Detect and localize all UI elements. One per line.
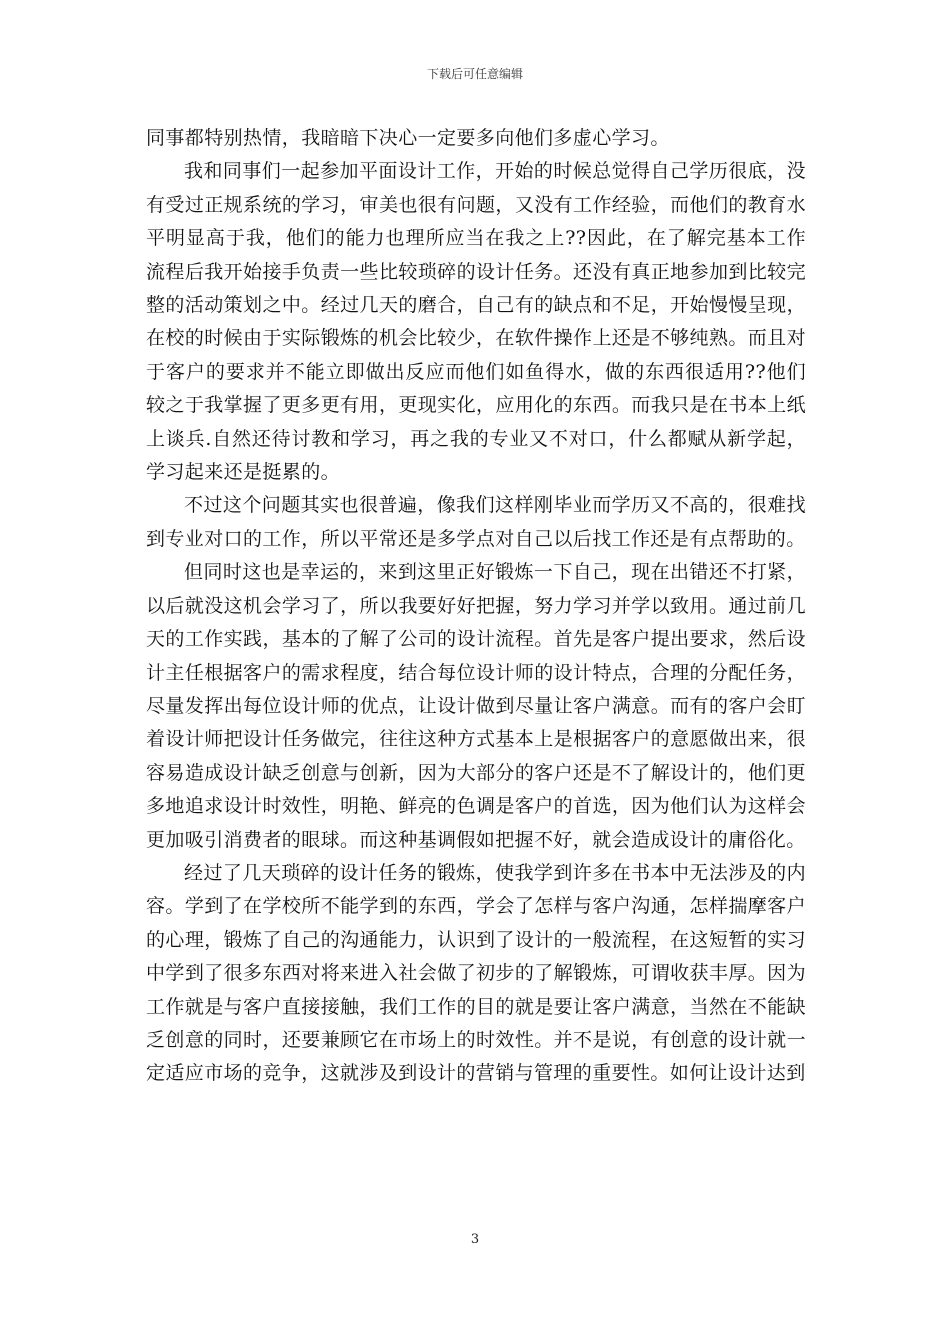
paragraph-design-work: 我和同事们一起参加平面设计工作，开始的时候总觉得自己学历很底，没有受过正规系统的学习，审美也很有问题，又没有工作经验，而他们的教育水平明显高于我，他们的能力也理所应当在我之上??因此，在了解完基本工作流程后我开始接手负责一些比较琐碎的设计任务。还没有真正地参加到比较完整的活动策划之中。经过几天的磨合，自己有的缺点和不足，开始慢慢呈现，在校的时候由于实际锻炼的机会比较少，在软件操作上还是不够纯熟。而且对于客户的要求并不能立即做出反应而他们如鱼得水，做的东西很适用??他们较之于我掌握了更多更有用，更现实化，应用化的东西。而我只是在书本上纸上谈兵.自然还待讨教和学习，再之我的专业又不对口，什么都赋从新学起，学习起来还是挺累的。 (146, 160, 806, 484)
paragraph-continuation: 同事都特别热情，我暗暗下决心一定要多向他们多虚心学习。 (146, 127, 670, 149)
paragraph-design-process: 但同时这也是幸运的，来到这里正好锻炼一下自己，现在出错还不打紧，以后就没这机会学习了，所以我要好好把握，努力学习并学以致用。通过前几天的工作实践，基本的了解了公司的设计流程。首先是客户提出要求，然后设计主任根据客户的需求程度，结合每位设计师的设计特点，合理的分配任务，尽量发挥出每位设计师的优点，让设计做到尽量让客户满意。而有的客户会盯着设计师把设计任务做完，往往这种方式基本上是根据客户的意愿做出来，很容易造成设计缺乏创意与创新，因为大部分的客户还是不了解设计的，他们更多地追求设计时效性，明艳、鲜亮的色调是客户的首选，因为他们认为这样会更加吸引消费者的眼球。而这种基调假如把握不好，就会造成设计的庸俗化。 (146, 561, 806, 851)
page-number: 3 (470, 1232, 480, 1247)
page-header: 下载后可任意编辑 (426, 67, 523, 81)
paragraph-common-problem: 不过这个问题其实也很普遍，像我们这样刚毕业而学历又不高的，很难找到专业对口的工作，所以平常还是多学点对自己以后找工作还是有点帮助的。 (146, 494, 806, 550)
document-body (146, 122, 806, 1091)
paragraph-lessons-learned: 经过了几天琐碎的设计任务的锻炼，使我学到许多在书本中无法涉及的内容。学到了在学校所不能学到的东西，学会了怎样与客户沟通，怎样揣摩客户的心理，锻炼了自己的沟通能力，认识到了设计的一般流程，在这短暂的实习中学到了很多东西对将来进入社会做了初步的了解锻炼，可谓收获丰厚。因为工作就是与客户直接接触，我们工作的目的就是要让客户满意，当然在不能缺乏创意的同时，还要兼顾它在市场上的时效性。并不是说，有创意的设计就一定适应市场的竞争，这就涉及到设计的营销与管理的重要性。如何让设计达到 (146, 861, 806, 1085)
